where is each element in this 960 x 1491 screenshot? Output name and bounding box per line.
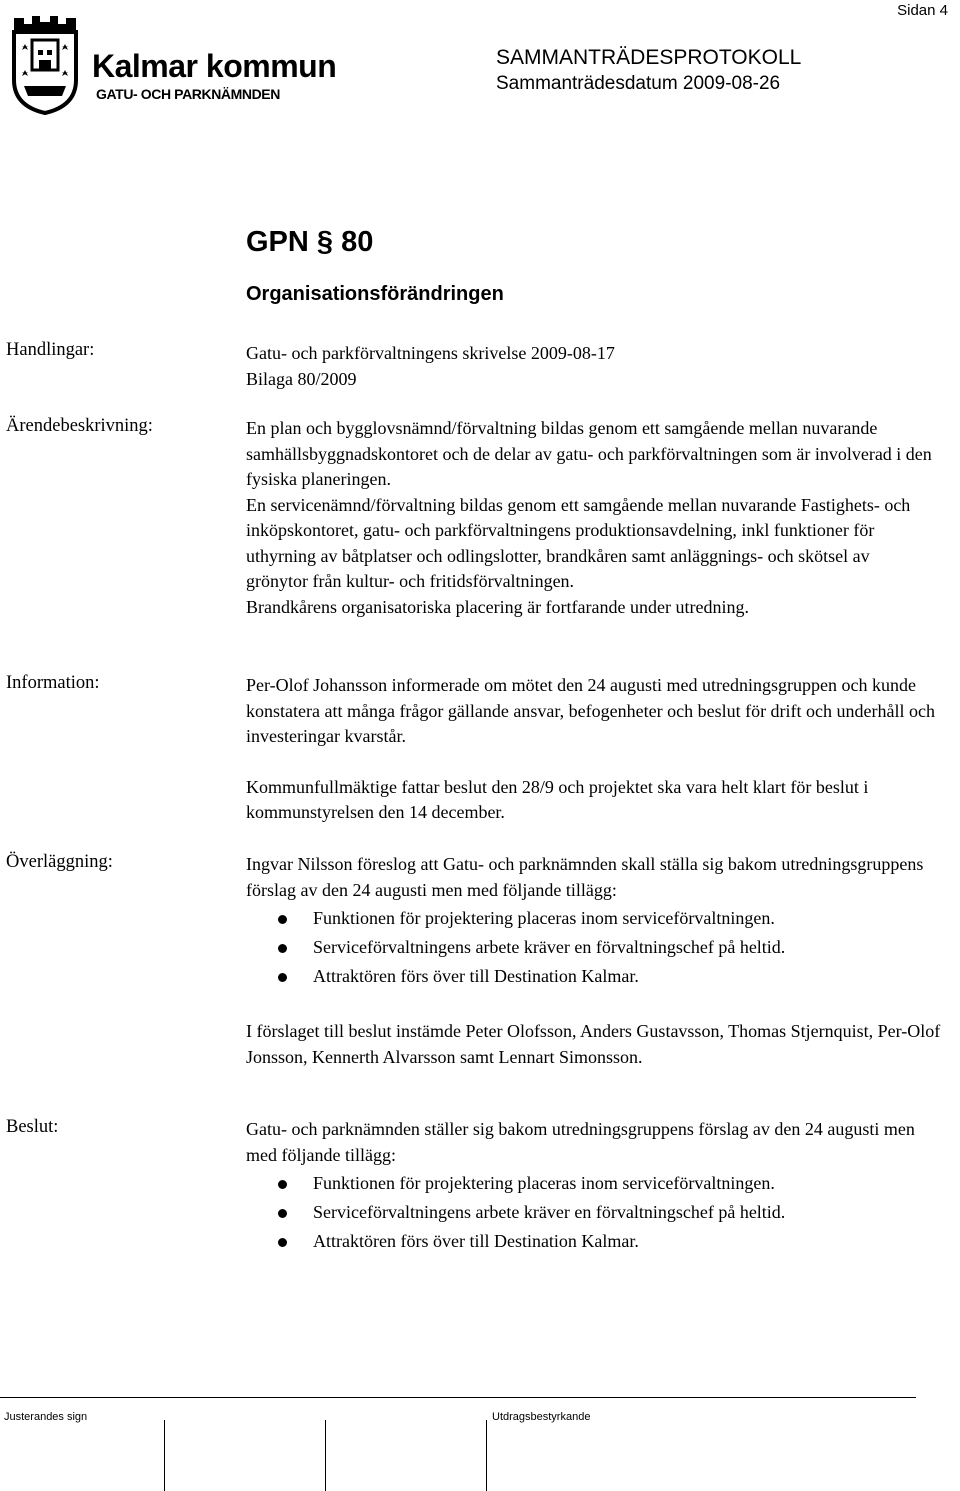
beslut-label: Beslut: [6,1117,59,1137]
department-name: GATU- OCH PARKNÄMNDEN [96,86,280,102]
information-text [246,673,946,826]
signature-box-divider [325,1420,326,1491]
overlaggning-text [246,852,946,1070]
footer-divider [0,1397,916,1398]
document-type: SAMMANTRÄDESPROTOKOLL [496,46,802,69]
handlingar-text [246,341,946,392]
utdragsbestyrkande-label: Utdragsbestyrkande [492,1411,591,1423]
list-item: Serviceförvaltningens arbete kräver en förvaltningschef på heltid. [246,935,946,964]
beslut-text [246,1117,946,1258]
overlaggning-intro: Ingvar Nilsson föreslog att Gatu- och parknämnden skall ställa sig bakom utredningsgruppens förslag av den 24 augusti men med följande tillägg: [246,854,924,900]
page-number: Sidan 4 [897,2,948,19]
arendebeskrivning-text [246,416,936,620]
overlaggning-bullet-list [246,906,946,993]
arendebeskrivning-paragraph: En servicenämnd/förvaltning bildas genom ett samgående mellan nuvarande Fastighets- och inköpskontoret, gatu- och parkförvaltningens produktionsavdelning, inkl funktioner för uthyrning av båtplatser och odlingslotter, brandkåren samt anläggnings- och skötsel av grönytor från kultur- och fritidsförvaltningen. [246,494,911,591]
list-item: Attraktören förs över till Destination Kalmar. [246,964,946,993]
handlingar-line: Bilaga 80/2009 [246,368,357,389]
information-paragraph: Kommunfullmäktige fattar beslut den 28/9 och projektet ska vara helt klart för beslut i kommunstyrelsen den 14 december. [246,776,869,822]
list-item: Serviceförvaltningens arbete kräver en förvaltningschef på heltid. [246,1200,946,1229]
signature-box-divider [164,1420,165,1491]
case-subject: Organisationsförändringen [246,283,504,305]
arendebeskrivning-paragraph: Brandkårens organisatoriska placering är fortfarande under utredning. [246,596,749,617]
case-number: GPN § 80 [246,226,374,258]
arendebeskrivning-paragraph: En plan och bygglovsnämnd/förvaltning bildas genom ett samgående mellan nuvarande samhällsbyggnadskontoret och de delar av gatu- och parkförvaltningen som är involverad i den fysiska planeringen. [246,418,932,489]
list-item: Funktionen för projektering placeras inom serviceförvaltningen. [246,1171,946,1200]
beslut-bullet-list [246,1171,946,1258]
list-item: Funktionen för projektering placeras inom serviceförvaltningen. [246,906,946,935]
justerandes-sign-label: Justerandes sign [4,1411,88,1423]
organization-name: Kalmar kommun [92,48,337,84]
overlaggning-label: Överläggning: [6,852,113,872]
overlaggning-closing: I förslaget till beslut instämde Peter Olofsson, Anders Gustavsson, Thomas Stjernquist, Per-Olof Jonsson, Kennerth Alvarsson samt Lennart Simonsson. [246,1021,941,1067]
list-item: Attraktören förs över till Destination Kalmar. [246,1229,946,1258]
information-paragraph: Per-Olof Johansson informerade om mötet den 24 augusti med utredningsgruppen och kunde konstatera att många frågor gällande ansvar, befogenheter och beslut för drift och underhåll och investeringar kvarstår. [246,675,936,746]
meeting-date: Sammanträdesdatum 2009-08-26 [496,73,781,94]
handlingar-label: Handlingar: [6,340,95,360]
arendebeskrivning-label: Ärendebeskrivning: [6,416,153,436]
beslut-intro: Gatu- och parknämnden ställer sig bakom utredningsgruppens förslag av den 24 augusti men med följande tillägg: [246,1119,915,1165]
information-label: Information: [6,673,100,693]
kalmar-coat-of-arms-logo [10,10,80,115]
handlingar-line: Gatu- och parkförvaltningens skrivelse 2009-08-17 [246,343,615,363]
signature-box-divider [486,1420,487,1491]
